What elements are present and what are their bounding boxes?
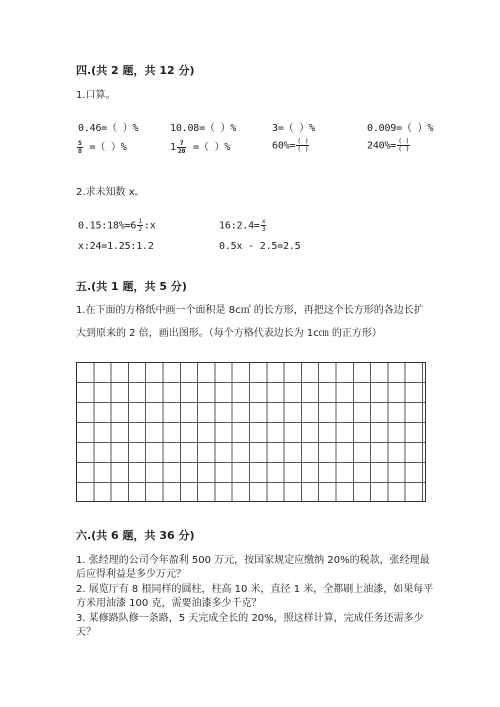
- section-6-title: 六.(共 6 题，共 36 分): [76, 529, 195, 542]
- question-1-label: 1.口算。: [76, 90, 116, 101]
- section-4-title: 四.(共 2 题，共 12 分): [76, 64, 195, 77]
- fraction: $\frac{7}{20}$: [177, 138, 186, 155]
- equation-1: 0.15:18%=6 $\frac{1}{2}$ :x: [78, 217, 156, 233]
- problem-1-line-1: 1. 张经理的公司今年盈利 500 万元，按国家规定应缴纳 20%的税款，张经理最: [76, 555, 430, 566]
- fraction: $\frac{x}{3}$: [261, 217, 266, 233]
- oral-calc-2: 10.08=（ ）%: [170, 123, 237, 134]
- question-2-label: 2.求未知数 x。: [76, 187, 145, 198]
- oral-calc-3: 3=（ ）%: [272, 123, 315, 134]
- fraction: $\frac{( )}{( )}$: [297, 137, 309, 153]
- grid-paper: [76, 362, 426, 502]
- oral-calc-1: 0.46=（ ）%: [78, 123, 139, 134]
- problem-3-line-1: 3. 某修路队修一条路，5 天完成全长的 20%，照这样计算，完成任务还需多少: [76, 613, 424, 624]
- oral-calc-8: 240%= $\frac{( )}{( )}$: [367, 137, 410, 153]
- equation-3: x:24=1.25:1.2: [78, 241, 154, 252]
- problem-1-line-2: 后应得利益是多少万元？: [76, 569, 186, 580]
- equation-4: 0.5x - 2.5=2.5: [219, 241, 301, 252]
- section-5-title: 五.(共 1 题，共 5 分): [76, 280, 187, 293]
- oral-calc-6: 1 $\frac{7}{20}$ =（ ）%: [170, 138, 231, 155]
- fraction: $\frac{5}{8}$: [78, 138, 82, 155]
- problem-3-line-2: 天？: [76, 627, 96, 638]
- problem-2-line-1: 2. 展览厅有 8 根同样的圆柱，柱高 10 米，直径 1 米，全都刷上油漆，如果每平: [76, 584, 434, 595]
- question-text-line-2: 大到原来的 2 倍，画出图形。（每个方格代表边长为 1c㎝ 的正方形）: [76, 328, 382, 339]
- fraction: $\frac{( )}{( )}$: [398, 137, 410, 153]
- oral-calc-4: 0.009=（ ）%: [367, 123, 434, 134]
- fraction: $\frac{1}{2}$: [138, 217, 142, 233]
- problem-2-line-2: 方米用油漆 100 克，需要油漆多少千克？: [76, 598, 262, 609]
- oral-calc-7: 60%= $\frac{( )}{( )}$: [272, 137, 309, 153]
- equation-2: 16:2.4= $\frac{x}{3}$: [219, 217, 266, 233]
- oral-calc-5: $\frac{5}{8}$ =（ ）%: [78, 138, 127, 155]
- question-text-line-1: 1.在下面的方格纸中画一个面积是 8c㎡ 的长方形，再把这个长方形的各边长扩: [76, 305, 424, 316]
